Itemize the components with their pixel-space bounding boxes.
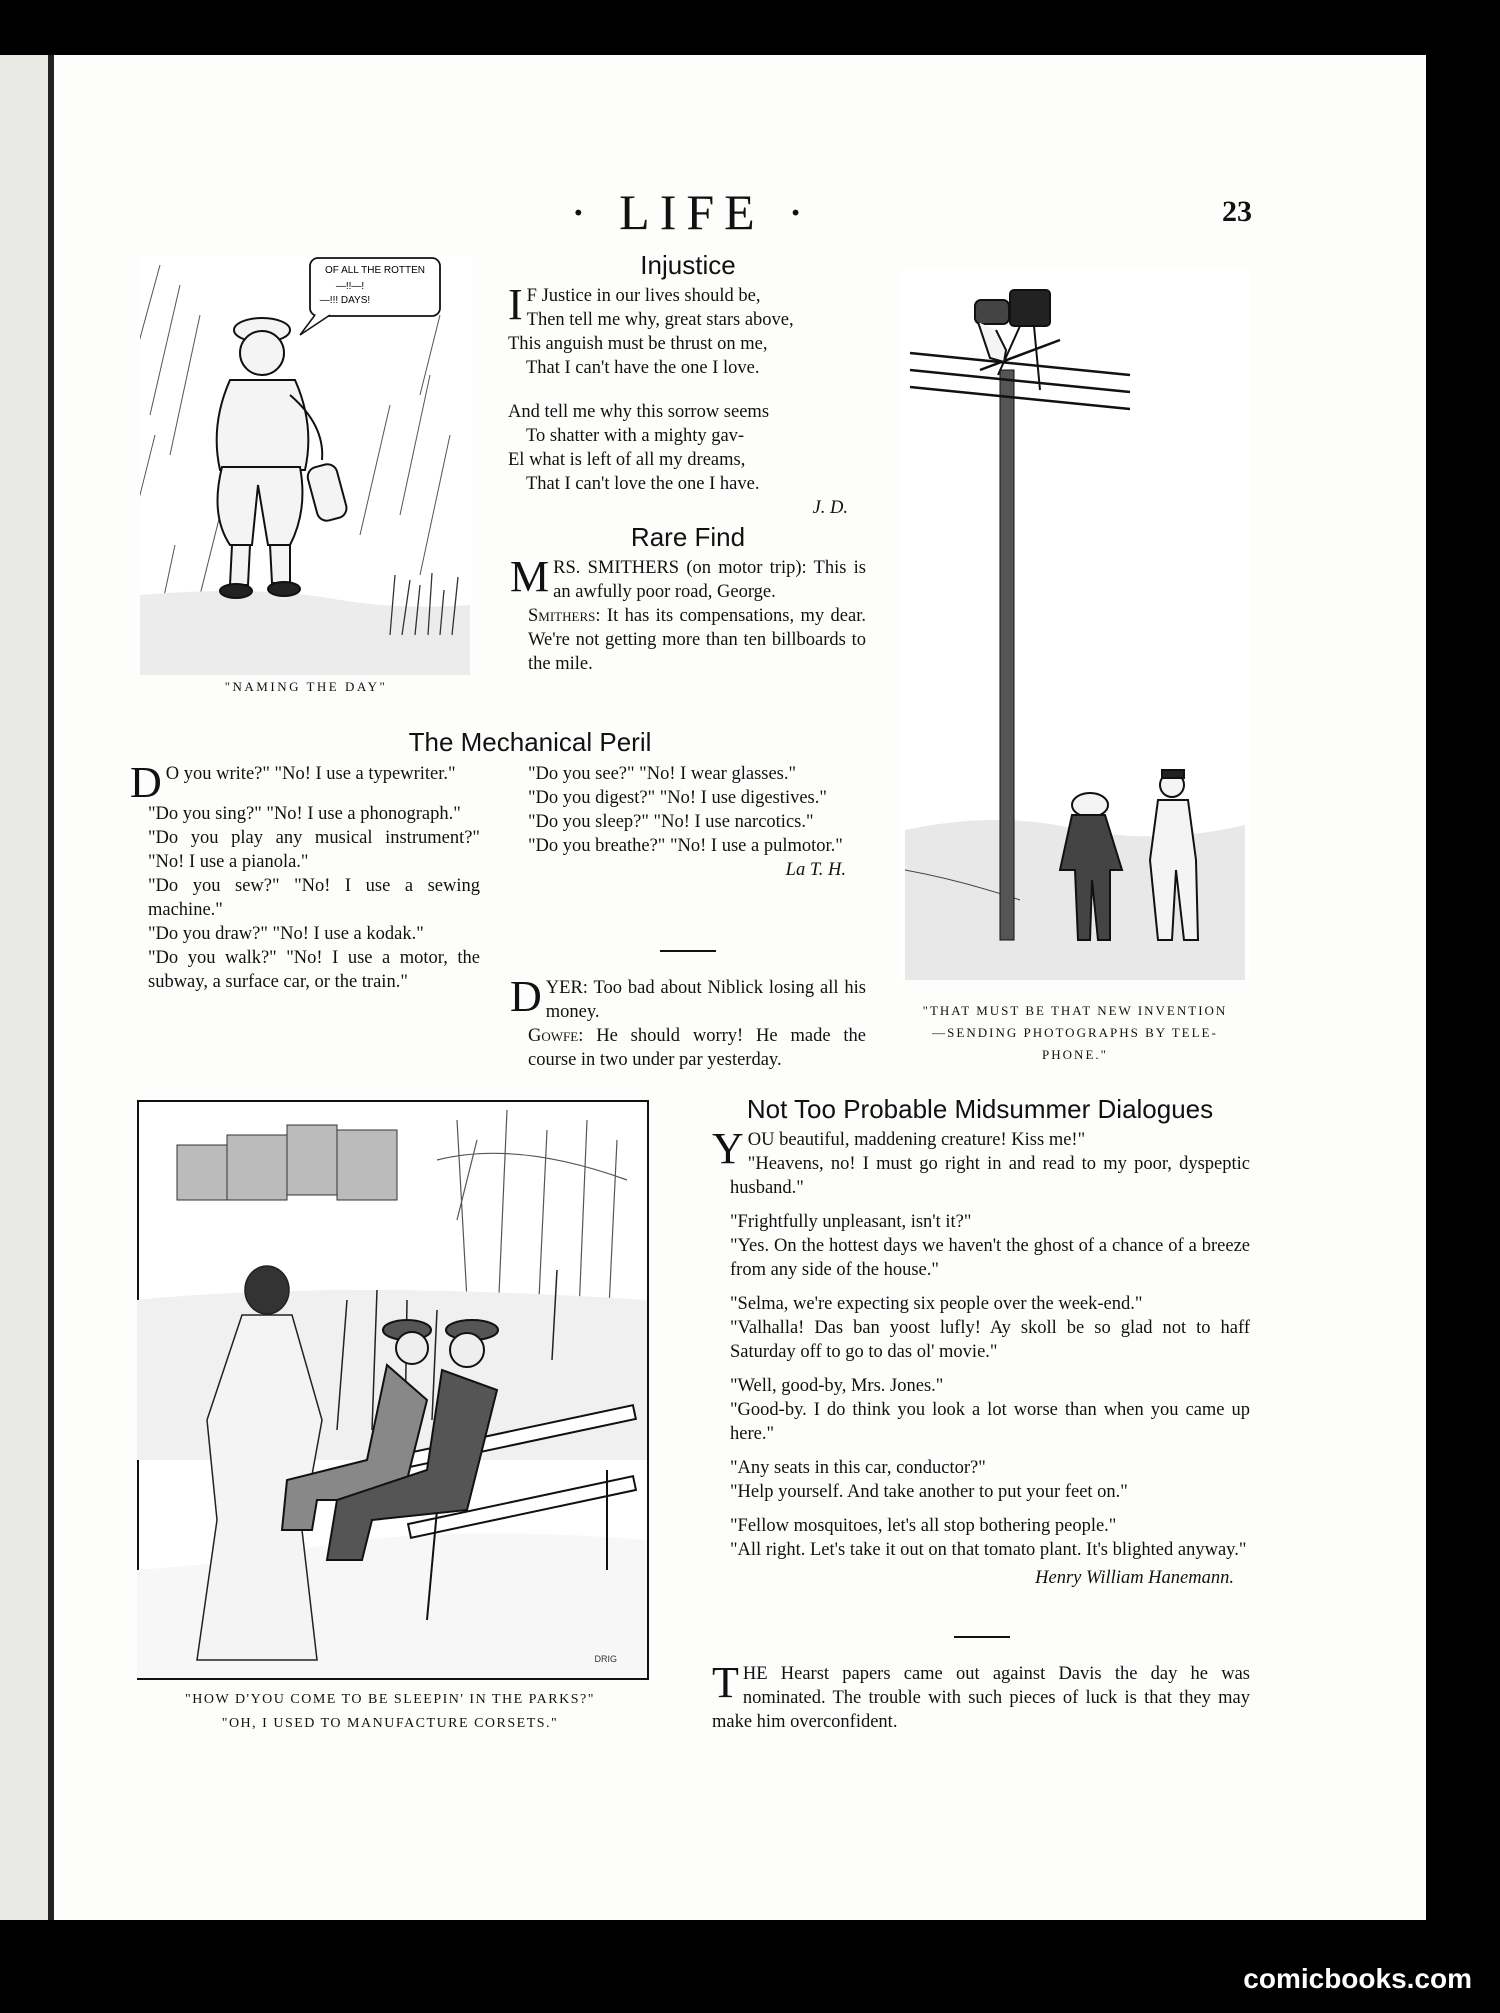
dialogue-line: "Do you draw?" "No! I use a kodak." xyxy=(148,924,424,944)
dialogue-line: "Yes. On the hottest days we haven't the ghost of a chance of a breeze from any side of the house." xyxy=(730,1236,1250,1280)
injustice-signature: J. D. xyxy=(812,498,848,518)
poem-line: Then tell me why, great stars above, xyxy=(526,310,794,330)
dialogue-line: "Selma, we're expecting six people over the week-end." xyxy=(730,1294,1143,1314)
dialogue-line: "Well, good-by, Mrs. Jones." xyxy=(730,1376,944,1396)
poem-line: That I can't have the one I love. xyxy=(526,358,760,378)
svg-text:—!!—!: —!!—! xyxy=(335,281,365,292)
dialogue-line: "Fellow mosquitoes, let's all stop bothering people." xyxy=(730,1516,1117,1536)
dialogue-line: "Do you sing?" "No! I use a phonograph." xyxy=(148,804,461,824)
dialogue-line: "Heavens, no! I must go right in and read to my poor, dyspeptic husband." xyxy=(730,1154,1250,1198)
injustice-poem xyxy=(508,280,868,520)
dialogue-line: "Frightfully unpleasant, isn't it?" xyxy=(730,1212,972,1232)
masthead: · LIFE · xyxy=(570,184,814,240)
poem-line: El what is left of all my dreams, xyxy=(508,450,746,470)
dialogue-line: O you write?" "No! I use a typewriter." xyxy=(165,764,456,784)
dialogue-line: "Do you sew?" "No! I use a sewing machine." xyxy=(148,876,480,920)
dialogues-drop-cap: Y xyxy=(712,1124,744,1173)
dyer-joke xyxy=(510,972,866,1072)
mechanical-peril-drop-cap: D xyxy=(130,758,162,807)
caption-line: "HOW D'YOU COME TO BE SLEEPIN' IN THE PARKS?" xyxy=(185,1692,595,1707)
telephone-pole-illustration xyxy=(900,270,1250,980)
poem-line: F Justice in our lives should be, xyxy=(526,286,761,306)
speech-bubble-line: OF ALL THE ROTTEN xyxy=(324,265,426,276)
dyer-paragraph: YER: Too bad about Niblick losing all his money. xyxy=(545,978,866,1022)
hearst-drop-cap: T xyxy=(712,1658,739,1707)
dialogue-line: "Do you digest?" "No! I use digestives." xyxy=(528,788,827,808)
dialogue-line: "Do you sleep?" "No! I use narcotics." xyxy=(528,812,814,832)
dialogue-line: OU beautiful, maddening creature! Kiss me!" xyxy=(747,1130,1086,1150)
mechanical-peril-column-2 xyxy=(510,762,866,882)
dialogue-line: "All right. Let's take it out on that tomato plant. It's blighted anyway." xyxy=(730,1540,1247,1560)
rain-cartoon-illustration xyxy=(140,255,472,675)
rare-find-drop-cap: M xyxy=(510,552,550,601)
watermark: comicbooks.com xyxy=(1243,1963,1472,1994)
dialogues-title: Not Too Probable Midsummer Dialogues xyxy=(746,1094,1214,1124)
dialogues-text xyxy=(712,1124,1250,1590)
park-bench-illustration xyxy=(137,1100,649,1680)
caption-line: PHONE." xyxy=(1042,1047,1108,1062)
left-page-spine xyxy=(0,55,48,1920)
svg-text:—!!! DAYS!: —!!! DAYS! xyxy=(319,295,371,306)
rain-cartoon-caption: "NAMING THE DAY" xyxy=(224,679,388,694)
dialogue-line: "Valhalla! Das ban yoost lufly! Ay skoll be so glad not to haff Saturday off to go to das ol' movie." xyxy=(730,1318,1250,1362)
poem-line: That I can't love the one I have. xyxy=(526,474,760,494)
rare-find-text xyxy=(510,552,866,676)
caption-line: —SENDING PHOTOGRAPHS BY TELE- xyxy=(932,1025,1218,1040)
injustice-title: Injustice xyxy=(640,250,736,280)
injustice-drop-cap: I xyxy=(508,280,523,329)
mechanical-peril-title: The Mechanical Peril xyxy=(408,727,652,757)
caption-line: "OH, I USED TO MANUFACTURE CORSETS." xyxy=(221,1716,559,1731)
dyer-drop-cap: D xyxy=(510,972,542,1021)
mechanical-peril-signature: La T. H. xyxy=(785,860,846,880)
dyer-paragraph: He should worry! He made the course in two under par yesterday. xyxy=(528,1026,866,1070)
caption-line: "THAT MUST BE THAT NEW INVENTION xyxy=(922,1003,1228,1018)
dialogue-line: "Do you breathe?" "No! I use a pulmotor." xyxy=(528,836,843,856)
rare-find-paragraph: RS. SMITHERS (on motor trip): This is an awfully poor road, George. xyxy=(553,558,866,602)
mechanical-peril-column-1 xyxy=(130,758,480,994)
rare-find-paragraph: It has its compensations, my dear. We're not getting more than ten billboards to the mile. xyxy=(528,606,866,674)
park-bench-caption xyxy=(110,1688,670,1736)
dialogue-line: "Do you see?" "No! I wear glasses." xyxy=(528,764,797,784)
section-divider xyxy=(660,950,716,952)
dialogue-line: "Any seats in this car, conductor?" xyxy=(730,1458,986,1478)
dialogue-line: "Do you walk?" "No! I use a motor, the subway, a surface car, or the train." xyxy=(148,948,480,992)
binding-edge xyxy=(48,55,54,1920)
section-divider xyxy=(954,1636,1010,1638)
hearst-text: HE Hearst papers came out against Davis the day he was nominated. The trouble with such pieces of luck is that they may make him overconfident. xyxy=(712,1664,1250,1732)
page-number: 23 xyxy=(1222,195,1252,228)
rare-find-title: Rare Find xyxy=(630,522,746,552)
dialogues-signature: Henry William Hanemann. xyxy=(1035,1568,1234,1588)
dialogue-line: "Do you play any musical instrument?" "No! I use a pianola." xyxy=(148,828,480,872)
speaker-name: Smithers: xyxy=(528,606,601,626)
dialogue-line: "Help yourself. And take another to put your feet on." xyxy=(730,1482,1128,1502)
poem-line: To shatter with a mighty gav- xyxy=(526,426,745,446)
speaker-name: Gowfe: xyxy=(528,1026,584,1046)
poem-line: This anguish must be thrust on me, xyxy=(508,334,768,354)
poem-line: And tell me why this sorrow seems xyxy=(508,402,770,422)
svg-text:DRIG: DRIG xyxy=(594,1654,617,1664)
hearst-paragraph xyxy=(712,1658,1250,1734)
telephone-pole-caption xyxy=(890,1000,1260,1066)
dialogue-line: "Good-by. I do think you look a lot worse than when you came up here." xyxy=(730,1400,1250,1444)
